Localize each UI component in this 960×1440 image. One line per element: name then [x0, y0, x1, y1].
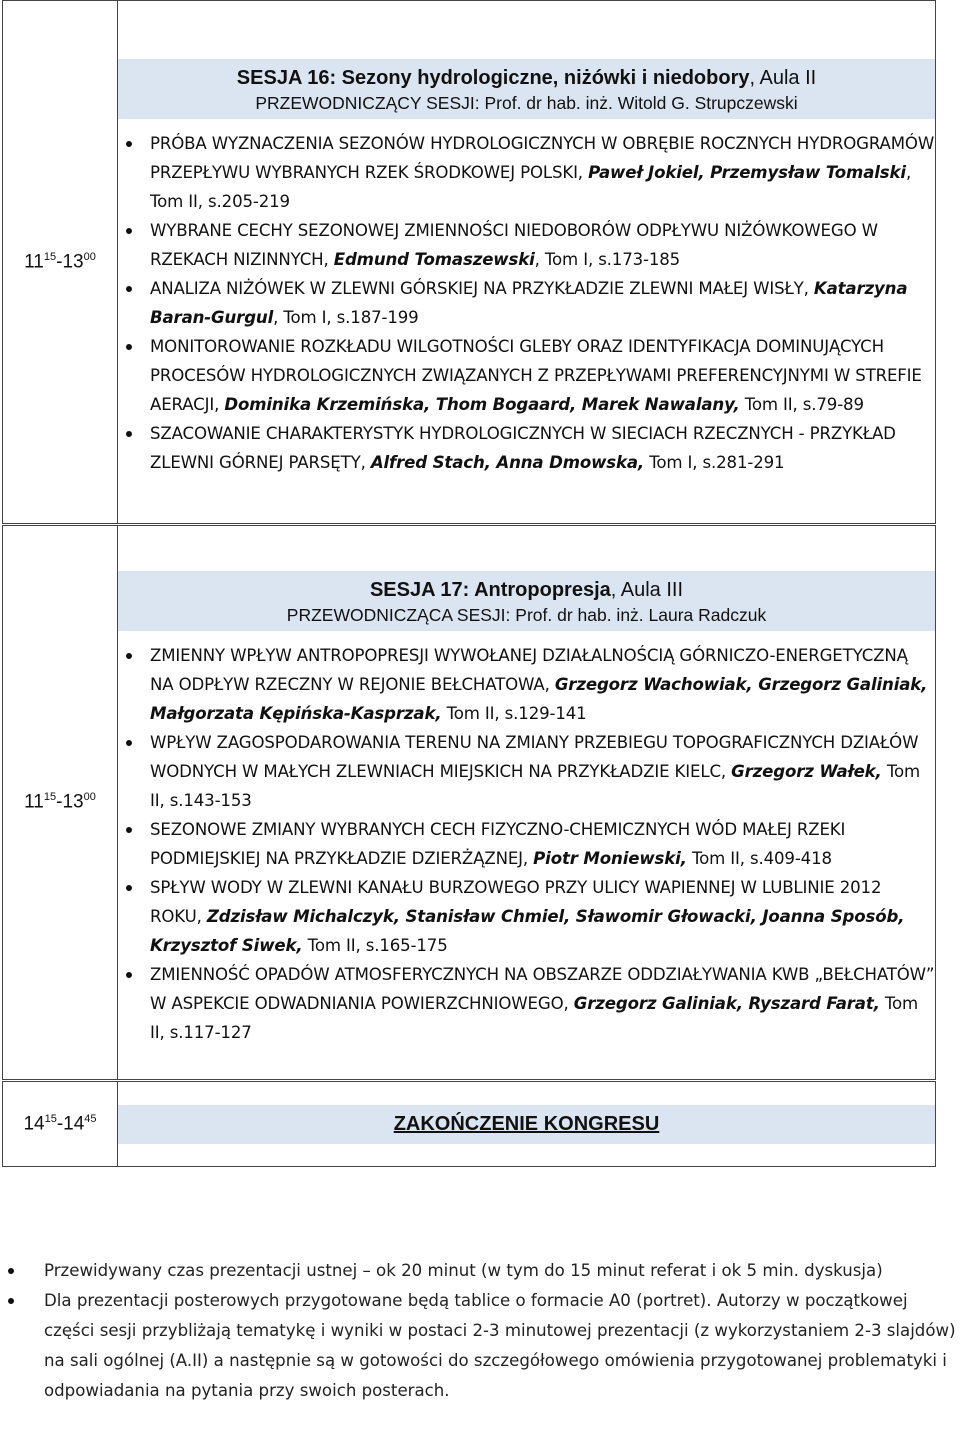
- paper-item: [118, 216, 935, 274]
- time-end: -13: [56, 251, 84, 273]
- paper-reference: , Tom I, s.173-185: [534, 250, 681, 269]
- paper-item: [118, 960, 935, 1047]
- time-hour-sup: 15: [44, 1112, 57, 1125]
- paper-authors: Zdzisław Michalczyk, Stanisław Chmiel, Sławomir Głowacki, Joanna Sposób, Krzysztof Siwek,: [150, 906, 905, 955]
- bullet-icon: [126, 827, 132, 833]
- time-hour-sup: 15: [43, 791, 57, 804]
- paper-item: [118, 641, 935, 728]
- paper-reference: Tom II, s.129-141: [441, 703, 587, 723]
- paper-title: SPŁYW WODY W ZLEWNI KANAŁU BURZOWEGO PRZY ULICY WAPIENNEJ W LUBLINIE 2012 ROKU,: [150, 877, 882, 926]
- paper-item: [118, 873, 935, 960]
- paper-reference: Tom I, s.281-291: [644, 453, 785, 472]
- bullet-icon: [126, 344, 132, 350]
- paper-title: ANALIZA NIŻÓWEK W ZLEWNI GÓRSKIEJ NA PRZYKŁADZIE ZLEWNI MAŁEJ WISŁY,: [150, 279, 814, 298]
- note-text: Dla prezentacji posterowych przygotowane będą tablice o formacie A0 (portret). Autorzy w początkowej części sesji przybliżają tematykę i wyniki w postaci 2-3 minutowej prezentacji (z wykorzystaniem 2-3 slajdów) na sali ogólnej (A.II) a następnie są w gotowości do szczegółowego omówienia przygotowanej problematyki i odpowiadania na pytania przy swoich posterach.: [44, 1291, 956, 1400]
- closing-cell: [118, 1081, 936, 1167]
- paper-item: [118, 815, 935, 873]
- session-16-room: , Aula II: [749, 67, 817, 89]
- paper-reference: , Tom I, s.187-199: [273, 308, 419, 327]
- paper-authors: Grzegorz Wałek,: [731, 761, 882, 781]
- bullet-icon: [126, 740, 132, 746]
- session-17-chair: PRZEWODNICZĄCA SESJI: Prof. dr hab. inż. Laura Radczuk: [286, 604, 767, 625]
- paper-title: SEZONOWE ZMIANY WYBRANYCH CECH FIZYCZNO-CHEMICZNYCH WÓD MAŁEJ RZEKI PODMIEJSKIEJ NA PRZYKŁADZIE DZIERŻĄZNEJ,: [150, 819, 846, 868]
- note-text: Przewidywany czas prezentacji ustnej – ok 20 minut (w tym do 15 minut referat i ok 5 min. dyskusja): [44, 1261, 883, 1280]
- note-item: [6, 1286, 956, 1406]
- session-16-body: [118, 1, 936, 525]
- paper-item: [118, 274, 935, 332]
- session-16-papers: [118, 129, 935, 477]
- note-item: [6, 1256, 956, 1286]
- time-end-sup: 45: [84, 1112, 97, 1125]
- closing-label: ZAKOŃCZENIE KONGRESU: [393, 1112, 660, 1135]
- bullet-icon: [8, 1268, 14, 1274]
- paper-title: ZMIENNOŚĆ OPADÓW ATMOSFERYCZNYCH NA OBSZARZE ODDZIAŁYWANIA KWB „BEŁCHATÓW” W ASPEKCIE ODWADNIANIA POWIERZCHNIOWEGO,: [150, 964, 935, 1013]
- paper-reference: Tom II, s.143-153: [150, 761, 921, 810]
- paper-title: SZACOWANIE CHARAKTERYSTYK HYDROLOGICZNYCH W SIECIACH RZECZNYCH - PRZYKŁAD ZLEWNI GÓRNEJ PARSĘTY,: [150, 424, 896, 472]
- paper-authors: Grzegorz Galiniak, Ryszard Farat,: [573, 993, 880, 1013]
- time-hour: 14: [23, 1113, 45, 1135]
- paper-reference: Tom II, s.79-89: [739, 395, 864, 414]
- bullet-icon: [126, 286, 132, 292]
- time-end-sup: 00: [83, 250, 96, 263]
- notes-list: [6, 1256, 956, 1406]
- paper-title: PRÓBA WYZNACZENIA SEZONÓW HYDROLOGICZNYCH W OBRĘBIE ROCZNYCH HYDROGRAMÓW PRZEPŁYWU WYBRANYCH RZEK ŚRODKOWEJ POLSKI,: [150, 134, 935, 182]
- closing-row: [3, 1081, 936, 1167]
- session-16-time: [3, 1, 118, 525]
- paper-reference: Tom II, s.409-418: [686, 848, 832, 868]
- session-17-body: [118, 525, 936, 1081]
- session-17-row: [3, 525, 936, 1081]
- closing-time: [3, 1081, 118, 1167]
- session-16-header: [118, 59, 935, 119]
- session-16-row: [3, 1, 936, 525]
- paper-title: WPŁYW ZAGOSPODAROWANIA TERENU NA ZMIANY PRZEBIEGU TOPOGRAFICZNYCH DZIAŁÓW WODNYCH W MAŁYCH ZLEWNIACH MIEJSKICH NA PRZYKŁADZIE KIELC,: [150, 732, 919, 781]
- paper-item: [118, 332, 935, 419]
- time-hour: 11: [24, 791, 44, 813]
- session-16-title: SESJA 16: Sezony hydrologiczne, niżówki i niedobory: [236, 67, 750, 89]
- paper-authors: Edmund Tomaszewski: [333, 250, 535, 269]
- session-17-header: [118, 571, 935, 631]
- paper-title: MONITOROWANIE ROZKŁADU WILGOTNOŚCI GLEBY ORAZ IDENTYFIKACJA DOMINUJĄCYCH PROCESÓW HYDROLOGICZNYCH ZWIĄZANYCH Z PRZEPŁYWAMI PREFERENCYJNYMI W STREFIE AERACJI,: [150, 337, 922, 414]
- paper-authors: Paweł Jokiel, Przemysław Tomalski: [588, 163, 906, 182]
- time-hour-sup: 15: [43, 250, 57, 263]
- paper-item: [118, 419, 935, 477]
- paper-authors: Dominika Krzemińska, Thom Bogaard, Marek Nawalany,: [224, 395, 740, 414]
- paper-authors: Piotr Moniewski,: [533, 848, 687, 868]
- session-16-chair: PRZEWODNICZĄCY SESJI: Prof. dr hab. inż. Witold G. Strupczewski: [255, 93, 798, 113]
- session-17-title: SESJA 17: Antropopresja: [369, 578, 611, 601]
- time-end: -13: [56, 791, 84, 813]
- closing-banner: [118, 1105, 935, 1144]
- session-17-room: , Aula III: [610, 578, 684, 601]
- bullet-icon: [126, 885, 132, 891]
- schedule-table: [2, 0, 936, 1167]
- session-17-papers: [118, 641, 935, 1047]
- time-end-sup: 00: [83, 791, 96, 804]
- time-hour: 11: [24, 251, 44, 273]
- paper-authors: Katarzyna Baran-Gurgul: [150, 279, 908, 327]
- bullet-icon: [126, 141, 132, 147]
- bullet-icon: [126, 431, 132, 437]
- bullet-icon: [126, 972, 132, 978]
- paper-reference: Tom II, s.117-127: [150, 993, 919, 1042]
- bullet-icon: [126, 653, 132, 659]
- paper-item: [118, 129, 935, 216]
- session-17-time: [3, 525, 118, 1081]
- paper-reference: Tom II, s.165-175: [302, 935, 448, 955]
- paper-reference: , Tom II, s.205-219: [150, 163, 912, 211]
- paper-title: ZMIENNY WPŁYW ANTROPOPRESJI WYWOŁANEJ DZIAŁALNOŚCIĄ GÓRNICZO-ENERGETYCZNĄ NA ODPŁYW RZECZNY W REJONIE BEŁCHATOWA,: [150, 645, 908, 694]
- time-end: -14: [56, 1113, 85, 1135]
- bullet-icon: [126, 228, 132, 234]
- paper-title: WYBRANE CECHY SEZONOWEJ ZMIENNOŚCI NIEDOBORÓW ODPŁYWU NIŻÓWKOWEGO W RZEKACH NIZINNYCH,: [150, 221, 878, 269]
- paper-authors: Alfred Stach, Anna Dmowska,: [370, 453, 645, 472]
- paper-authors: Grzegorz Wachowiak, Grzegorz Galiniak, Małgorzata Kępińska-Kasprzak,: [150, 674, 928, 723]
- bullet-icon: [8, 1298, 14, 1304]
- paper-item: [118, 728, 935, 815]
